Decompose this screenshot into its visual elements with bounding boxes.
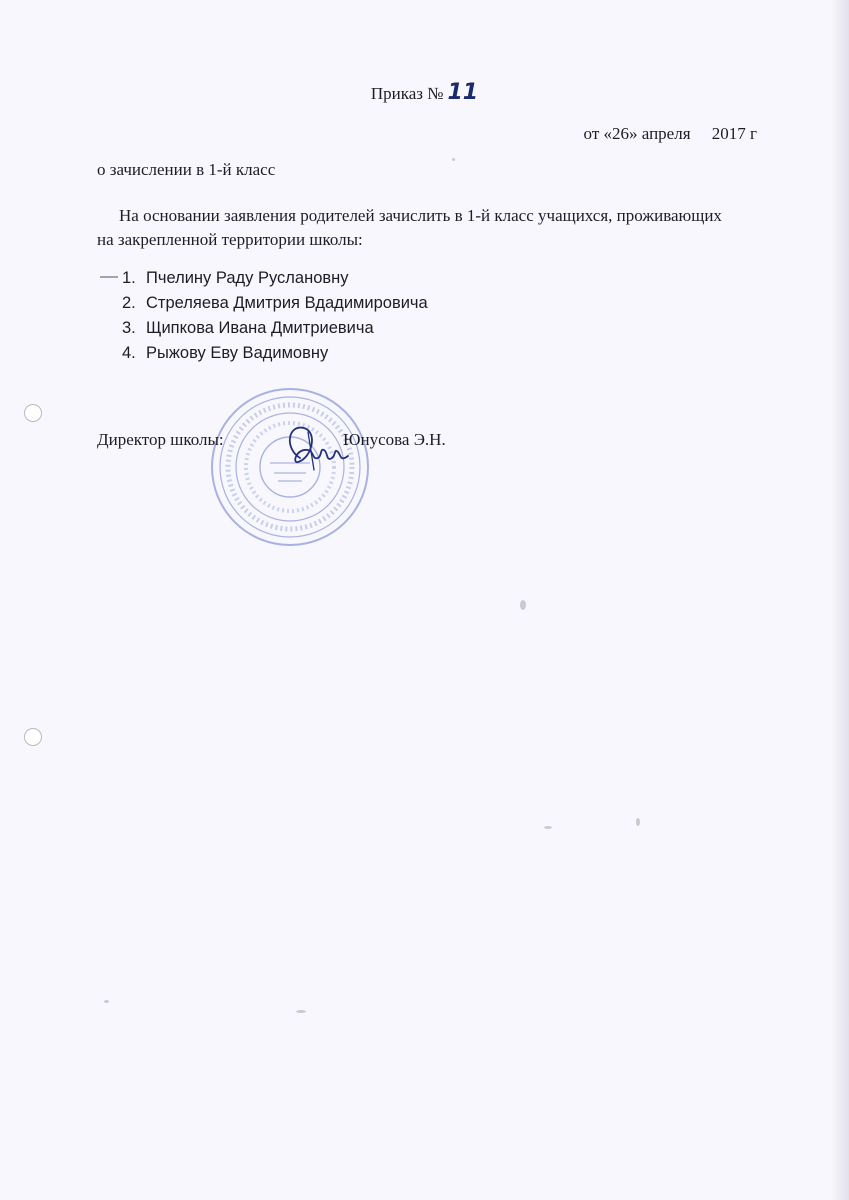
signatory-name: Юнусова Э.Н. [343,430,446,449]
list-item-number: 1. [122,269,136,287]
title-text: Приказ № [370,84,444,103]
list-item [122,341,428,366]
document-title [0,80,849,105]
order-number: 11 [447,80,479,105]
list-item [122,291,428,316]
student-list [122,266,428,366]
list-item [122,316,428,341]
scan-speck [452,158,455,161]
page-edge-shadow [831,0,849,1200]
punch-hole-top [24,404,42,422]
scan-speck [544,826,552,829]
scan-speck [520,600,526,610]
scan-speck [104,1000,109,1003]
document-subject: о зачислении в 1-й класс [97,160,276,179]
list-item-number: 2. [122,294,136,312]
list-item-name: Стреляева Дмитрия Вдадимировича [146,294,428,312]
list-item-number: 4. [122,344,136,362]
scan-speck [636,818,640,826]
list-item-name: Рыжову Еву Вадимовну [146,344,329,362]
body-paragraph: На основании заявления родителей зачислить в 1-й класс учащихся, проживающих на закрепленной территории школы: [97,206,722,249]
scan-speck [296,1010,306,1013]
punch-hole-bottom [24,728,42,746]
list-item-name: Пчелину Раду Руслановну [146,269,349,287]
list-item-name: Щипкова Ивана Дмитриевича [146,319,374,337]
list-item-number: 3. [122,319,136,337]
list-item [122,266,428,291]
signature-label: Директор школы: [97,430,224,449]
pen-mark [100,276,118,278]
document-body [97,204,737,252]
document-date: от «26» апреля 2017 г [583,124,757,143]
